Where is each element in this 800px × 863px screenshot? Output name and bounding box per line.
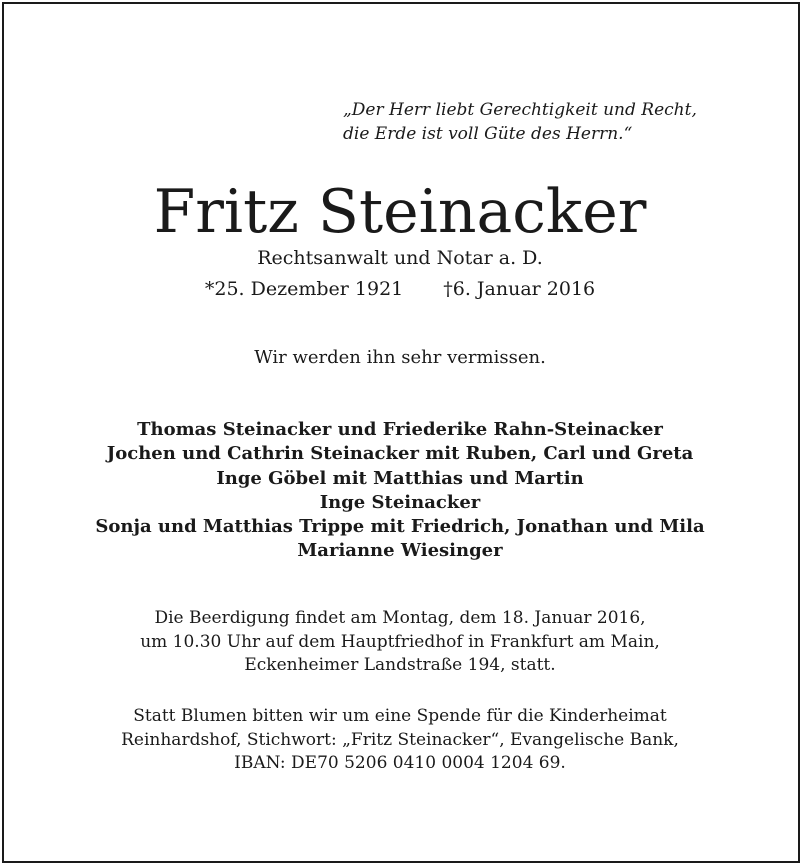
donation-line-3: IBAN: DE70 5206 0410 0004 1204 69.: [234, 753, 566, 773]
funeral-line-2: um 10.30 Uhr auf dem Hauptfriedhof in Frankfurt am Main,: [140, 631, 660, 652]
farewell-line: Wir werden ihn sehr vermissen.: [254, 347, 546, 368]
deceased-name: Fritz Steinacker: [153, 177, 647, 247]
funeral-line-3: Eckenheimer Landstraße 194, statt.: [244, 655, 556, 675]
mourner-line: Sonja und Matthias Trippe mit Friedrich, Jonathan und Mila: [95, 516, 705, 538]
mourner-line: Thomas Steinacker und Friederike Rahn-Steinacker: [137, 419, 663, 440]
mourner-line: Marianne Wiesinger: [297, 540, 503, 562]
mourner-line: Inge Göbel mit Matthias und Martin: [216, 467, 584, 489]
donation-info: [0, 705, 800, 776]
funeral-info: [0, 607, 800, 678]
deceased-profession: Rechtsanwalt und Notar a. D.: [257, 247, 543, 269]
quote-line-1: „Der Herr liebt Gerechtigkeit und Recht,: [343, 100, 697, 120]
bible-quote: [343, 98, 697, 146]
death-date: †6. Januar 2016: [443, 278, 596, 300]
funeral-line-1: Die Beerdigung findet am Montag, dem 18. Januar 2016,: [154, 608, 646, 628]
donation-line-2: Reinhardshof, Stichwort: „Fritz Steinacker“, Evangelische Bank,: [121, 729, 679, 750]
mourner-line: Jochen und Cathrin Steinacker mit Ruben, Carl und Greta: [106, 443, 694, 465]
mourners-list: [0, 418, 800, 564]
donation-line-1: Statt Blumen bitten wir um eine Spende für die Kinderheimat: [133, 706, 667, 726]
quote-line-2: die Erde ist voll Güte des Herrn.“: [343, 124, 633, 144]
life-dates: [0, 276, 800, 302]
mourner-line: Inge Steinacker: [319, 491, 481, 513]
birth-date: *25. Dezember 1921: [204, 278, 404, 300]
